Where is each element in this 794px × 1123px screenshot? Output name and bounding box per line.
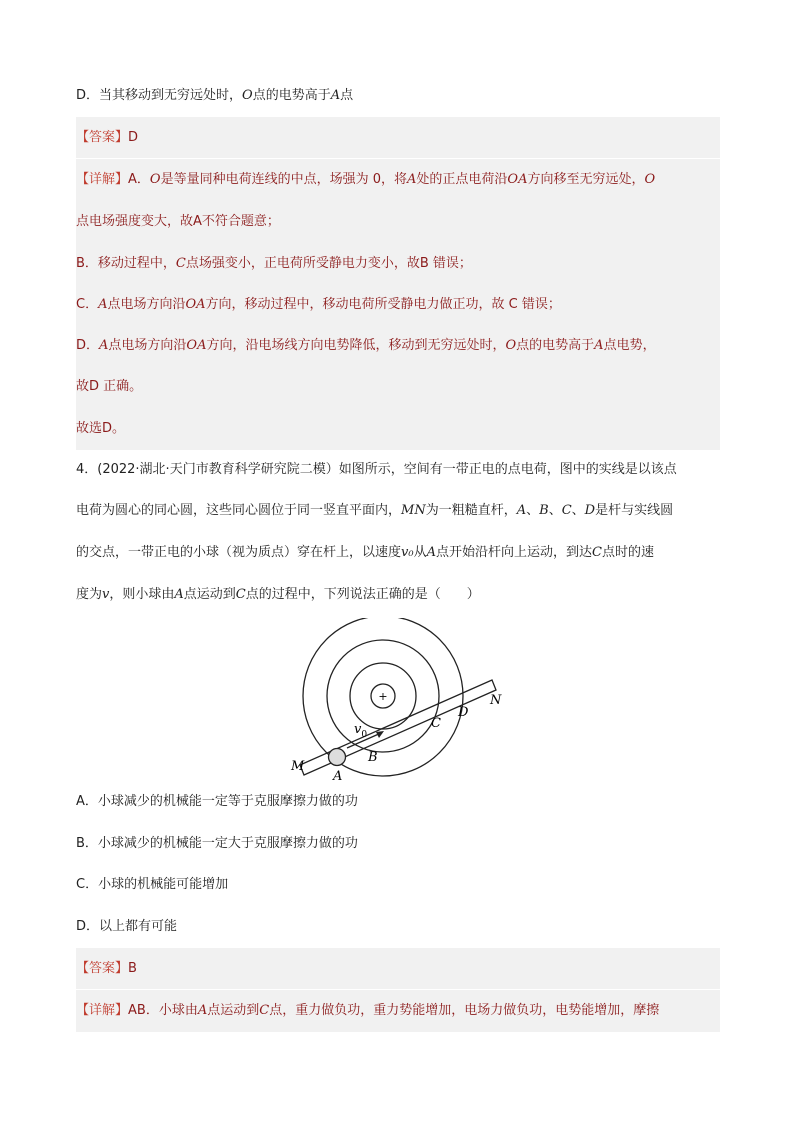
prev-detail-line-2: 点电场强度变大，故A不符合题意； [76, 201, 720, 243]
charge-plus-label: + [378, 690, 388, 703]
label-c: C [431, 716, 441, 731]
label-b: B [368, 750, 378, 765]
prev-option-d: D．当其移动到无穷远处时，O点的电势高于A点 [76, 88, 354, 103]
q4-option-c: C．小球的机械能可能增加 [76, 877, 229, 892]
prev-detail-line-4: C．A点电场方向沿OA方向，移动过程中，移动电荷所受静电力做正功，故 C 错误； [76, 284, 720, 326]
label-n: N [490, 693, 502, 708]
prev-detail-line-7: 故选D。 [76, 408, 720, 450]
q4-option-b: B．小球减少的机械能一定大于克服摩擦力做的功 [76, 836, 358, 851]
q4-option-d: D．以上都有可能 [76, 919, 178, 934]
q4-answer: 【答案】B [76, 948, 720, 990]
q4-stem-line-3: 的交点，一带正电的小球（视为质点）穿在杆上，以速度v₀从A点开始沿杆向上运动，到达C点时的速 [76, 545, 654, 560]
label-d: D [458, 705, 469, 720]
label-a: A [333, 769, 343, 784]
q4-option-a: A．小球减少的机械能一定等于克服摩擦力做的功 [76, 794, 358, 809]
prev-detail-line-1: 【详解】A．O是等量同种电荷连线的中点，场强为 0，将A处的正点电荷沿OA方向移至无穷远处，O [76, 159, 720, 201]
q4-detail-line-1: 【详解】AB．小球由A点运动到C点，重力做负功，重力势能增加，电场力做负功，电势能增加，摩擦 [76, 990, 720, 1032]
label-v0: $v_0$ [354, 722, 368, 740]
q4-stem-line-2: 电荷为圆心的同心圆，这些同心圆位于同一竖直平面内，MN为一粗糙直杆，A、B、C、D是杆与实线圆 [76, 503, 674, 518]
q4-stem-line-4: 度为v，则小球由A点运动到C点的过程中，下列说法正确的是（ ） [76, 587, 480, 602]
prev-detail-line-3: B．移动过程中，C点场强变小，正电荷所受静电力变小，故B 错误； [76, 243, 720, 285]
prev-detail-line-5: D．A点电场方向沿OA方向，沿电场线方向电势降低，移动到无穷远处时，O点的电势高于A点电势， [76, 325, 720, 367]
ball-a [329, 749, 346, 766]
prev-answer: 【答案】D [76, 117, 720, 159]
label-m: M [291, 759, 305, 774]
concentric-circles-figure [285, 618, 515, 786]
prev-detail-line-6: 故D 正确。 [76, 366, 720, 408]
q4-stem-line-1: 4．(2022·湖北·天门市教育科学研究院二模）如图所示，空间有一带正电的点电荷，图中的实线是以该点 [76, 462, 677, 477]
